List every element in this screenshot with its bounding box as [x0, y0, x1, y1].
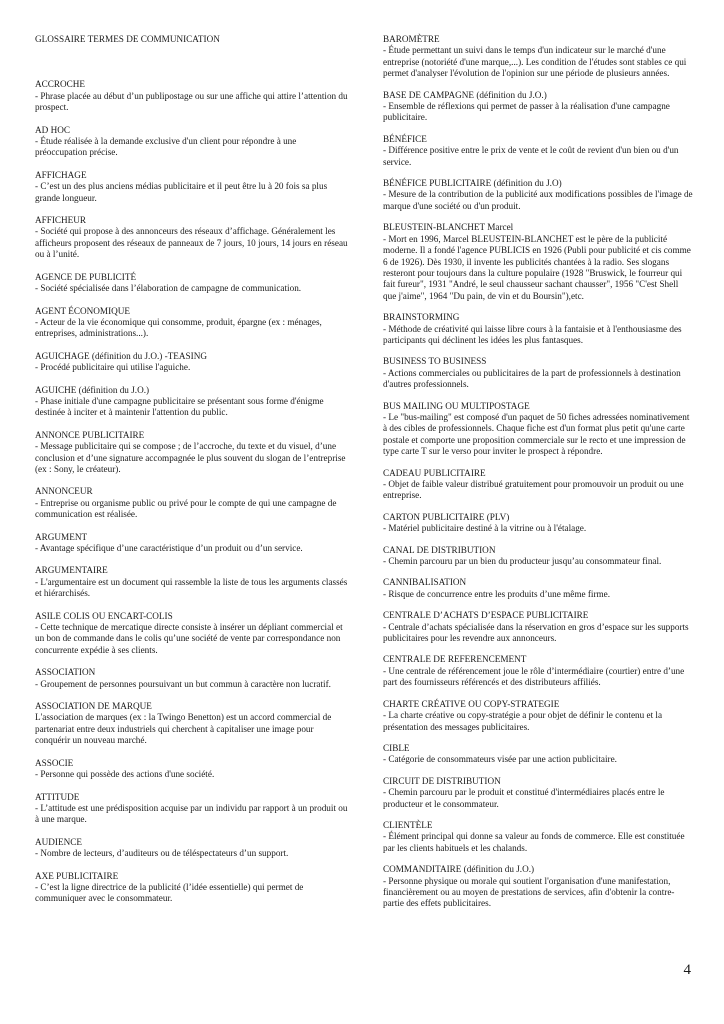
glossary-term: ARGUMENTAIRE: [35, 565, 108, 576]
document-title: GLOSSAIRE TERMES DE COMMUNICATION: [35, 34, 220, 44]
glossary-term: AXE PUBLICITAIRE: [35, 870, 119, 881]
glossary-entry: [383, 776, 693, 810]
glossary-definition: - Objet de faible valeur distribué gratuitement pour promouvoir un produit ou une entreprise.: [383, 479, 684, 501]
glossary-entry: [383, 468, 693, 502]
glossary-entry: [383, 820, 693, 854]
glossary-definition: - Nombre de lecteurs, d’auditeurs ou de téléspectateurs d’un support.: [35, 848, 289, 859]
glossary-term: AGENCE DE PUBLICITÉ: [35, 271, 137, 282]
glossary-definition: - Matériel publicitaire destiné à la vitrine ou à l'étalage.: [383, 523, 587, 534]
glossary-entry: [35, 565, 348, 599]
glossary-term: AFFICHEUR: [35, 215, 87, 226]
glossary-definition: - Groupement de personnes poursuivant un but commun à caractère non lucratif.: [35, 678, 331, 689]
glossary-term: ANNONCEUR: [35, 486, 93, 497]
glossary-entry: [35, 170, 348, 204]
glossary-entry: [35, 871, 348, 905]
glossary-term: COMMANDITAIRE (définition du J.O.): [383, 864, 535, 875]
glossary-entry: [35, 79, 348, 113]
glossary-entry: [383, 743, 693, 766]
glossary-definition: - Élément principal qui donne sa valeur au fonds de commerce. Elle est constituée par les clients habituels et les chalands.: [383, 831, 685, 853]
glossary-term: ASSOCIATION DE MARQUE: [35, 701, 152, 712]
glossary-definition: - Ensemble de réflexions qui permet de passer à la réalisation d'une campagne publicitaire.: [383, 101, 670, 123]
glossary-entry: [35, 351, 348, 374]
glossary-entry: [35, 611, 348, 657]
glossary-entry: [35, 792, 348, 826]
glossary-term: AFFICHAGE: [35, 169, 87, 180]
glossary-definition: - Message publicitaire qui se compose ; de l’accroche, du texte et du visuel, d’une conclusion et d’une signature accompagnée le plus souvent du slogan de l’entreprise (ex : Sony, le créateur).: [35, 441, 346, 474]
glossary-term: CARTON PUBLICITAIRE (PLV): [383, 511, 510, 522]
glossary-term: ARGUMENT: [35, 531, 88, 542]
glossary-definition: - Risque de concurrence entre les produits d’une même firme.: [383, 588, 611, 599]
glossary-term: ATTITUDE: [35, 791, 80, 802]
glossary-term: CADEAU PUBLICITAIRE: [383, 467, 486, 478]
page-number: 4: [683, 962, 691, 978]
glossary-entry: [35, 701, 348, 747]
glossary-entry: [383, 654, 693, 688]
glossary-definition: - Mesure de la contribution de la publicité aux modifications possibles de l'image de marque d'une société ou d'un produit.: [383, 189, 693, 211]
glossary-definition: - Mort en 1996, Marcel BLEUSTEIN-BLANCHET est le père de la publicité moderne. Il a fondé l'agence PUBLICIS en 1926 (Publi pour publicité et cis comme 6 de 1926). Dès 1930, il invente les publicités chantées à la radio. Ses slogans resteront pour toujours dans la culture populaire (1928 "Bruswick, le fourreur qui fait fureur", 1931 "André, le seul chausseur sachant chausser", 1956 "C'est Shell que j'aime", 1964 "Du pain, de vin et du Boursin"),etc.: [383, 233, 691, 301]
glossary-entry: [35, 758, 348, 781]
glossary-entry: [383, 134, 693, 168]
glossary-definition: - Acteur de la vie économique qui consomme, produit, épargne (ex : ménages, entreprises, administrations...).: [35, 316, 322, 339]
glossary-entry: [35, 667, 348, 690]
right-column: [383, 34, 693, 920]
glossary-definition: - C’est la ligne directrice de la publicité (l’idée essentielle) qui permet de communiquer avec le consommateur.: [35, 881, 304, 904]
glossary-term: ASSOCIE: [35, 757, 74, 768]
glossary-entry: [383, 512, 693, 535]
glossary-term: BLEUSTEIN-BLANCHET Marcel: [383, 222, 514, 233]
glossary-definition: - Actions commerciales ou publicitaires de la part de professionnels à destination d'autres professionnels.: [383, 367, 681, 390]
glossary-definition: - Chemin parcouru par un bien du producteur jusqu’au consommateur final.: [383, 556, 662, 567]
glossary-definition: - Procédé publicitaire qui utilise l'aguiche.: [35, 362, 191, 373]
glossary-definition: - Phrase placée au début d’un publipostage ou sur une affiche qui attire l’attention du prospect.: [35, 90, 348, 113]
glossary-entry: [383, 312, 693, 346]
glossary-definition: - Centrale d’achats spécialisée dans la réservation en gros d’espace sur les supports publicitaires pour les revendre aux annonceurs.: [383, 621, 689, 644]
glossary-entry: [35, 272, 348, 295]
glossary-definition: - Personne qui possède des actions d'une société.: [35, 769, 215, 780]
glossary-entry: [383, 610, 693, 644]
left-entries: [35, 79, 348, 904]
glossary-entry: [35, 215, 348, 261]
glossary-term: CLIENTÈLE: [383, 819, 433, 830]
glossary-term: BASE DE CAMPAGNE (définition du J.O.): [383, 89, 547, 100]
glossary-definition: - Méthode de créativité qui laisse libre cours à la fantaisie et à l'enthousiasme des participants qui déclinent les idées les plus fantasques.: [383, 323, 682, 345]
glossary-definition: - Chemin parcouru par le produit et constitué d'intermédiaires placés entre le producteur et le consommateur.: [383, 787, 665, 809]
glossary-definition: - Le "bus-mailing" est composé d'un paquet de 50 fiches adressées nominativement à des cibles de professionnels. Chaque fiche est d'un format plus petit qu'une carte postale et comporte une proposition commerciale sur le recto et une impression de type carte T sur le verso pour inviter le prospect à répondre.: [383, 411, 690, 457]
glossary-term: BUS MAILING OU MULTIPOSTAGE: [383, 400, 530, 411]
glossary-entry: [35, 532, 348, 555]
glossary-definition: - Société spécialisée dans l’élaboration de campagne de communication.: [35, 283, 302, 294]
glossary-entry: [383, 864, 693, 910]
glossary-entry: [383, 178, 693, 212]
glossary-entry: [35, 430, 348, 476]
glossary-term: CHARTE CRÉATIVE OU COPY-STRATEGIE: [383, 698, 560, 709]
glossary-term: CENTRALE D’ACHATS D’ESPACE PUBLICITAIRE: [383, 610, 589, 621]
glossary-definition: - L'argumentaire est un document qui rassemble la liste de tous les arguments classés et hiérarchisés.: [35, 576, 348, 599]
glossary-term: AGUICHAGE (définition du J.O.) -TEASING: [35, 350, 207, 361]
glossary-entry: [383, 356, 693, 390]
glossary-term: CIBLE: [383, 742, 410, 753]
glossary-term: AD HOC: [35, 124, 70, 135]
glossary-definition: - C’est un des plus anciens médias publicitaire et il peut être lu à 20 fois sa plus grande longueur.: [35, 181, 328, 203]
glossary-entry: [35, 125, 348, 159]
glossary-term: ACCROCHE: [35, 79, 86, 90]
glossary-term: AGENT ÉCONOMIQUE: [35, 305, 131, 316]
glossary-definition: - Catégorie de consommateurs visée par une action publicitaire.: [383, 754, 617, 765]
glossary-definition: - Étude permettant un suivi dans le temps d'un indicateur sur le marché d'une entreprise (notoriété d'une marque,...). Les condition de l'études sont stables ce qui permet d'analyser l'évolution de l'opinion sur une période de plusieurs années.: [383, 45, 687, 79]
glossary-term: AUDIENCE: [35, 836, 82, 847]
glossary-term: BÉNÉFICE PUBLICITAIRE (définition du J.O): [383, 178, 562, 189]
glossary-definition: L'association de marques (ex : la Twingo Benetton) est un accord commercial de partenariat entre deux industriels qui cherchent à capitaliser une image pour conquérir un nouveau marché.: [35, 712, 332, 746]
glossary-entry: [35, 385, 348, 419]
glossary-definition: - Différence positive entre le prix de vente et le coût de revient d'un bien ou d'un service.: [383, 145, 679, 167]
glossary-definition: - L’attitude est une prédisposition acquise par un individu par rapport à un produit ou à une marque.: [35, 802, 348, 825]
glossary-entry: [383, 577, 693, 600]
glossary-term: ASSOCIATION: [35, 667, 96, 678]
glossary-definition: - Une centrale de référencement joue le rôle d’intermédiaire (courtier) entre d’une part des fournisseurs référencés et des distributeurs affiliés.: [383, 665, 685, 688]
glossary-term: BRAINSTORMING: [383, 312, 460, 323]
glossary-definition: - Société qui propose à des annonceurs des réseaux d’affichage. Généralement les afficheurs proposent des réseaux de panneaux de 7 jours, 10 jours, 14 jours en réseau ou à l’unité.: [35, 226, 348, 260]
glossary-term: BAROMÈTRE: [383, 34, 440, 44]
glossary-entry: [35, 486, 348, 520]
glossary-definition: - Avantage spécifique d’une caractéristique d’un produit ou d’un service.: [35, 543, 303, 553]
glossary-term: BÉNÉFICE: [383, 133, 427, 144]
glossary-definition: - Phase initiale d'une campagne publicitaire se présentant sous forme d'énigme destinée à inciter et à maintenir l'attention du public.: [35, 395, 324, 418]
left-column: [35, 34, 348, 916]
glossary-entry: [383, 545, 693, 568]
glossary-entry: [383, 222, 693, 302]
glossary-entry: [35, 837, 348, 860]
glossary-entry: [35, 306, 348, 340]
glossary-term: AGUICHE (définition du J.O.): [35, 384, 150, 395]
glossary-term: CANNIBALISATION: [383, 577, 467, 588]
glossary-term: ASILE COLIS OU ENCART-COLIS: [35, 610, 173, 621]
right-entries: [383, 34, 693, 910]
glossary-definition: - Cette technique de mercatique directe consiste à insérer un dépliant commercial et un bon de commande dans le colis qu’une société de vente par correspondance non concurrente expédie à ses clients.: [35, 622, 343, 655]
glossary-entry: [383, 34, 693, 80]
glossary-entry: [383, 90, 693, 124]
glossary-entry: [383, 699, 693, 733]
glossary-definition: - Étude réalisée à la demande exclusive d'un client pour répondre à une préoccupation précise.: [35, 136, 297, 158]
glossary-definition: - La charte créative ou copy-stratégie a pour objet de définir le contenu et la présentation des messages publicitaires.: [383, 710, 663, 732]
glossary-entry: [383, 401, 693, 458]
glossary-term: CENTRALE DE REFERENCEMENT: [383, 654, 527, 665]
glossary-term: CIRCUIT DE DISTRIBUTION: [383, 775, 501, 786]
glossary-definition: - Personne physique ou morale qui soutient l'organisation d'une manifestation, financièrement ou au moyen de prestations de services, afin d'obtenir la contre-partie des effets publicitaires.: [383, 875, 675, 909]
glossary-term: CANAL DE DISTRIBUTION: [383, 544, 496, 555]
glossary-definition: - Entreprise ou organisme public ou privé pour le compte de qui une campagne de communication est réalisée.: [35, 497, 337, 520]
glossary-term: ANNONCE PUBLICITAIRE: [35, 429, 145, 440]
glossary-term: BUSINESS TO BUSINESS: [383, 356, 487, 367]
